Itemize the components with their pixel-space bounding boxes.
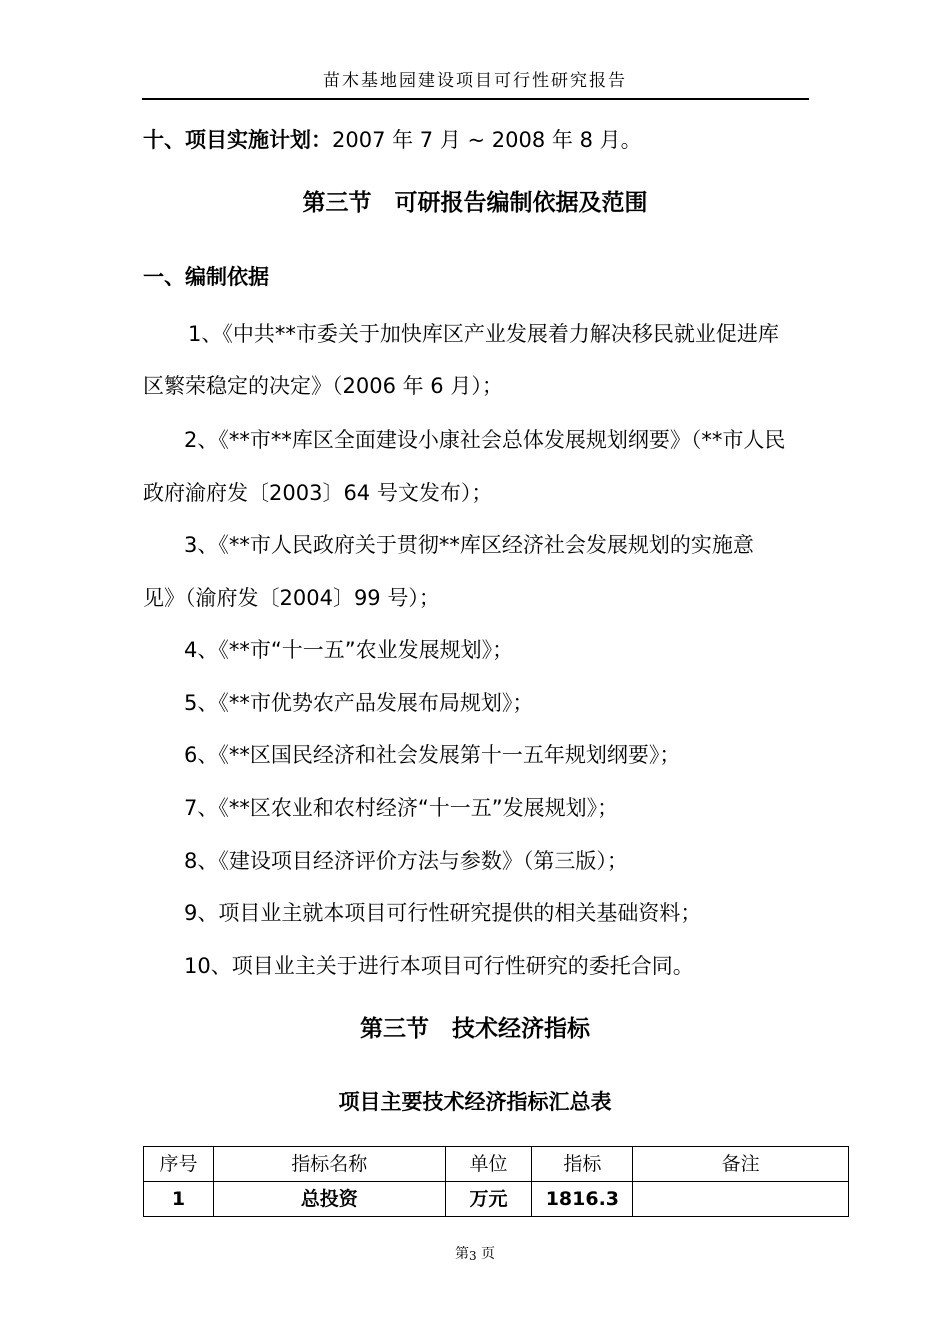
header-rule: [142, 98, 809, 100]
page-footer: [0, 1243, 950, 1263]
row-cell-unit: 万元: [445, 1182, 532, 1217]
basis-line-9: 6、《**区国民经济和社会发展第十一五年规划纲要》；: [184, 743, 681, 767]
basis-line-2: 区繁荣稳定的决定》（2006 年 6 月）；: [143, 374, 503, 398]
footer-prefix: 第: [454, 1246, 469, 1262]
section-title-indicators: 第三节 技术经济指标: [360, 1016, 590, 1042]
row-cell-value: 1816.3: [532, 1182, 633, 1217]
basis-line-7: 4、《**市“十一五”农业发展规划》；: [184, 638, 514, 662]
table-row: [144, 1182, 849, 1217]
implementation-plan-label: 十、项目实施计划：: [143, 128, 332, 152]
implementation-plan-line: [143, 130, 642, 151]
basis-line-13: 10、项目业主关于进行本项目可行性研究的委托合同。: [184, 954, 694, 978]
basis-line-3: 2、《**市**库区全面建设小康社会总体发展规划纲要》（**市人民: [184, 428, 786, 452]
implementation-plan-text: 2007 年 7 月 ~ 2008 年 8 月。: [332, 128, 642, 152]
basis-line-5: 3、《**市人民政府关于贯彻**库区经济社会发展规划的实施意: [184, 533, 754, 557]
basis-line-1: 1、《中共**市委关于加快库区产业发展着力解决移民就业促进库: [188, 322, 779, 346]
row-cell-remark: [633, 1182, 849, 1217]
row-cell-index: 1: [144, 1182, 214, 1217]
footer-suffix: 页: [481, 1246, 496, 1262]
indicator-summary-table: [143, 1146, 849, 1217]
footer-page-number: 3: [468, 1249, 477, 1263]
header-cell-index: 序号: [144, 1147, 214, 1182]
table-title: 项目主要技术经济指标汇总表: [338, 1090, 612, 1114]
header-cell-value: 指标: [532, 1147, 633, 1182]
header-cell-unit: 单位: [445, 1147, 532, 1182]
header-cell-name: 指标名称: [213, 1147, 445, 1182]
section-title-basis: 第三节 可研报告编制依据及范围: [302, 190, 648, 216]
basis-line-11: 8、《建设项目经济评价方法与参数》（第三版）；: [184, 849, 628, 873]
basis-line-10: 7、《**区农业和农村经济“十一五”发展规划》；: [184, 796, 619, 820]
header-cell-remark: 备注: [633, 1147, 849, 1182]
basis-line-4: 政府渝府发〔2003〕64 号文发布）；: [143, 481, 493, 505]
row-cell-name: 总投资: [213, 1182, 445, 1217]
basis-line-6: 见》（渝府发〔2004〕99 号）；: [143, 586, 440, 610]
basis-heading: 一、编制依据: [143, 265, 269, 289]
document-header-title: 苗木基地园建设项目可行性研究报告: [323, 71, 627, 91]
basis-line-12: 9、项目业主就本项目可行性研究提供的相关基础资料；: [184, 901, 702, 925]
basis-line-8: 5、《**市优势农产品发展布局规划》；: [184, 691, 534, 715]
table-header-row: [144, 1147, 849, 1182]
